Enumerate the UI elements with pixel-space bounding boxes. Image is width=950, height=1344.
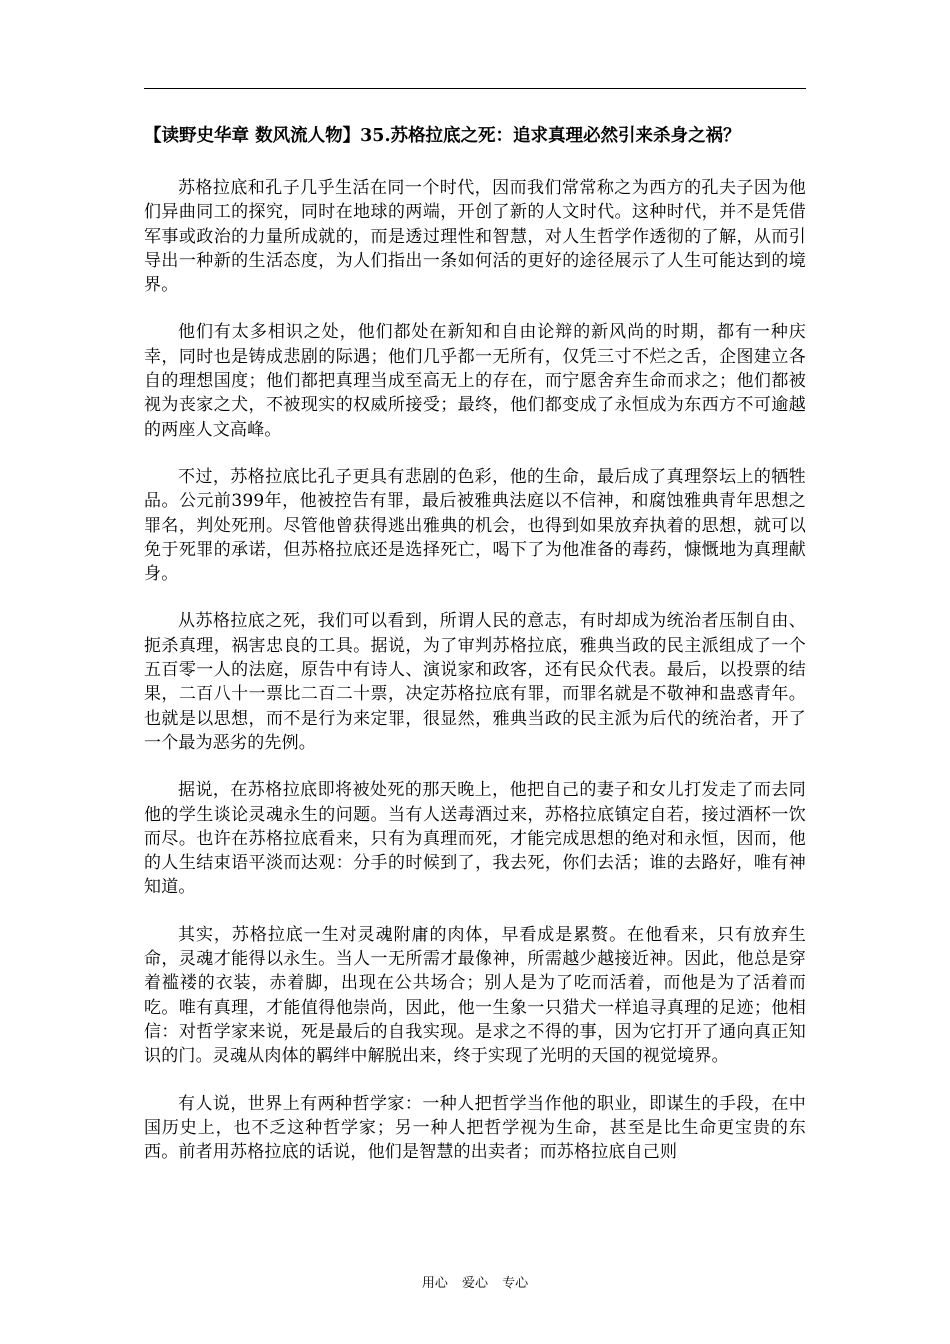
paragraph: 从苏格拉底之死，我们可以看到，所谓人民的意志，有时却成为统治者压制自由、扼杀真理，祸害忠良的工具。据说，为了审判苏格拉底，雅典当政的民主派组成了一个五百零一人的法庭，原告中有诗人、演说家和政客，还有民众代表。最后，以投票的结果，二百八十一票比二百二十票，决定苏格拉底有罪，而罪名就是不敬神和蛊惑青年。也就是以思想，而不是行为来定罪，很显然，雅典当政的民主派为后代的统治者，开了一个最为恶劣的先例。: [144, 611, 806, 753]
article-title: 【读野史华章 数风流人物】35.苏格拉底之死：追求真理必然引来杀身之祸？: [144, 126, 741, 146]
paragraph: 其实，苏格拉底一生对灵魂附庸的肉体，早看成是累赘。在他看来，只有放弃生命，灵魂才能得以永生。当人一无所需才最像神，所需越少越接近神。因此，他总是穿着褴褛的衣装，赤着脚，出现在公共场合；别人是为了吃而活着，而他是为了活着而吃。唯有真理，才能值得他崇尚，因此，他一生象一只猎犬一样追寻真理的足迹；他相信：对哲学家来说，死是最后的自我实现。是求之不得的事，因为它打开了通向真正知识的门。灵魂从肉体的羁绊中解脱出来，终于实现了光明的天国的视觉境界。: [144, 924, 806, 1067]
paragraph: 不过，苏格拉底比孔子更具有悲剧的色彩，他的生命，最后成了真理祭坛上的牺牲品。公元前399年，他被控告有罪，最后被雅典法庭以不信神，和腐蚀雅典青年思想之罪名，判处死刑。尽管他曾获得逃出雅典的机会，也得到如果放弃执着的思想，就可以免于死罪的承诺，但苏格拉底还是选择死亡，喝下了为他准备的毒药，慷慨地为真理献身。: [144, 466, 806, 585]
paragraph: 据说，在苏格拉底即将被处死的那天晚上，他把自己的妻子和女儿打发走了而去同他的学生谈论灵魂永生的问题。当有人送毒酒过来，苏格拉底镇定自若，接过酒杯一饮而尽。也许在苏格拉底看来，只有为真理而死，才能完成思想的绝对和永恒，因而，他的人生结束语平淡而达观：分手的时候到了，我去死，你们去活；谁的去路好，唯有神知道。: [144, 780, 806, 898]
article-body: [144, 176, 806, 1187]
page-footer: 用心 爱心 专心: [421, 1276, 529, 1291]
paragraph: 苏格拉底和孔子几乎生活在同一个时代，因而我们常常称之为西方的孔夫子因为他们异曲同工的探究，同时在地球的两端，开创了新的人文时代。这种时代，并不是凭借军事或政治的力量所成就的，而是透过理性和智慧，对人生哲学作透彻的了解，从而引导出一种新的生活态度，为人们指出一条如何活的更好的途径展示了人生可能达到的境界。: [144, 178, 806, 296]
paragraph: 有人说，世界上有两种哲学家：一种人把哲学当作他的职业，即谋生的手段，在中国历史上，也不乏这种哲学家；另一种人把哲学视为生命，甚至是比生命更宝贵的东西。前者用苏格拉底的话说，他们是智慧的出卖者；而苏格拉底自己则: [144, 1093, 806, 1163]
paragraph: 他们有太多相识之处，他们都处在新知和自由论辩的新风尚的时期，都有一种庆幸，同时也是铸成悲剧的际遇；他们几乎都一无所有，仅凭三寸不烂之舌，企图建立各自的理想国度；他们都把真理当成至高无上的存在，而宁愿舍弃生命而求之；他们都被视为丧家之犬，不被现实的权威所接受；最终，他们都变成了永恒成为东西方不可逾越的两座人文高峰。: [144, 322, 806, 440]
header-rule: [144, 88, 806, 89]
